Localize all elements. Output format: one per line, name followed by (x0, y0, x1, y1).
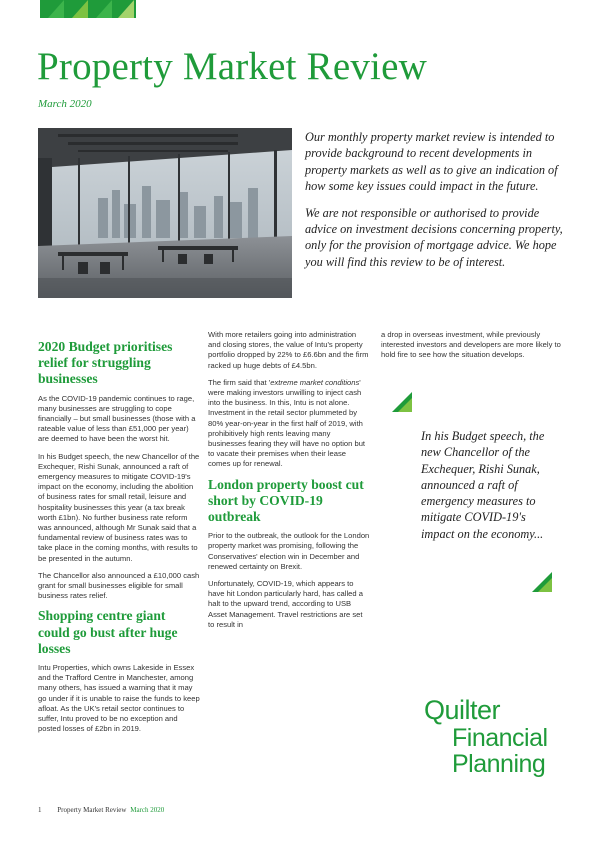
article-column-1 (38, 339, 200, 742)
office-photo (38, 128, 292, 298)
article-paragraph: As the COVID-19 pandemic continues to rage, many businesses are struggling to cope financially – but small businesses (those with a rateable value of less than £51,000 per year) are deemed to have been the worst hit. (38, 393, 196, 444)
article-paragraph: In his Budget speech, the new Chancellor of the Exchequer, Rishi Sunak, announced a raft of emergency measures to mitigate COVID-19's impact on the economy, including the abolition of business rates for small retail, leisure and hospitality businesses this year (a tax break worth £1bn). No further business rate reform was announced, although Mr Sunak said that a fundamental review of business rates was to take place in the coming months, with results to be presented in the autumn. (38, 451, 200, 563)
top-triangle-band (40, 0, 136, 18)
article-column-3 (381, 330, 561, 368)
footer-title: Property Market Review (57, 806, 127, 814)
article-heading: 2020 Budget prioritises relief for struggling businesses (38, 339, 173, 387)
quoted-phrase: extreme market conditions (270, 377, 360, 387)
page-title: Property Market Review (37, 45, 427, 88)
page-number: 1 (38, 806, 42, 814)
logo-line-financial: Financial (452, 724, 548, 752)
green-triangle-icon (532, 572, 552, 592)
article-heading: London property boost cut short by COVID-19 outbreak (208, 476, 364, 525)
article-paragraph: Prior to the outbreak, the outlook for the London property market was promising, following the Conservatives' election win in December and renewed certainty on Brexit. (208, 531, 370, 571)
article-paragraph: The Chancellor also announced a £10,000 cash grant for small businesses eligible for small business rates relief. (38, 570, 200, 601)
issue-date: March 2020 (38, 98, 92, 110)
article-paragraph: a drop in overseas investment, while previously interested investors and developers are more likely to hold fire to see how the situation develops. (381, 330, 561, 360)
pull-quote: In his Budget speech, the new Chancellor of the Exchequer, Rishi Sunak, announced a raft of emergency measures to mitigate COVID-19's impact on the economy... (421, 429, 545, 541)
article-paragraph: Unfortunately, COVID-19, which appears to have hit London particularly hard, has called a halt to the upward trend, according to USB Asset Management. Travel restrictions are set to result in (208, 579, 363, 629)
article-heading: Shopping centre giant could go bust after huge losses (38, 608, 178, 656)
article-paragraph: Intu Properties, which owns Lakeside in Essex and the Trafford Centre in Manchester, among many others, has issued a warning that it may go under if it is unable to raise the funds to keep afloat. As the UK's retail sector continues to suffer, Intu proved to be no exception and posted losses of £2bn in 2019. (38, 663, 200, 734)
logo-line-planning: Planning (452, 750, 546, 778)
quilter-logo (424, 696, 574, 777)
quote-prefix: The firm said that ' (208, 377, 271, 387)
intro-paragraph: Our monthly property market review is intended to provide background to recent developments in property markets as well as to give an indication of how some key issues could impact in the future. (305, 130, 558, 194)
page-footer (38, 806, 164, 814)
logo-line-quilter: Quilter (424, 695, 501, 725)
article-paragraph: With more retailers going into administration and closing stores, the value of Intu's property portfolio dropped by 22% to £6.6bn and the firm racked up huge debts of £4.5bn. (208, 330, 369, 370)
intro-text (305, 129, 567, 270)
green-triangle-icon (392, 392, 412, 412)
article-paragraph (208, 378, 370, 470)
footer-date: March 2020 (130, 806, 165, 814)
article-column-2 (208, 330, 370, 637)
quote-suffix: ' were making investors unwilling to inject cash into the business. In this, Intu is not alone. Investment in the retail sector plummeted by 80% year-on-year in the first half of 2019, with prohibitively high rents leaving many businesses fearing they will have no option but to vacate their premises when their lease comes up for renewal. (208, 377, 366, 469)
intro-paragraph: We are not responsible or authorised to provide advice on investment decisions concerning property, only for the provision of mortgage advice. We hope you will find this review to be of interest. (305, 205, 563, 269)
